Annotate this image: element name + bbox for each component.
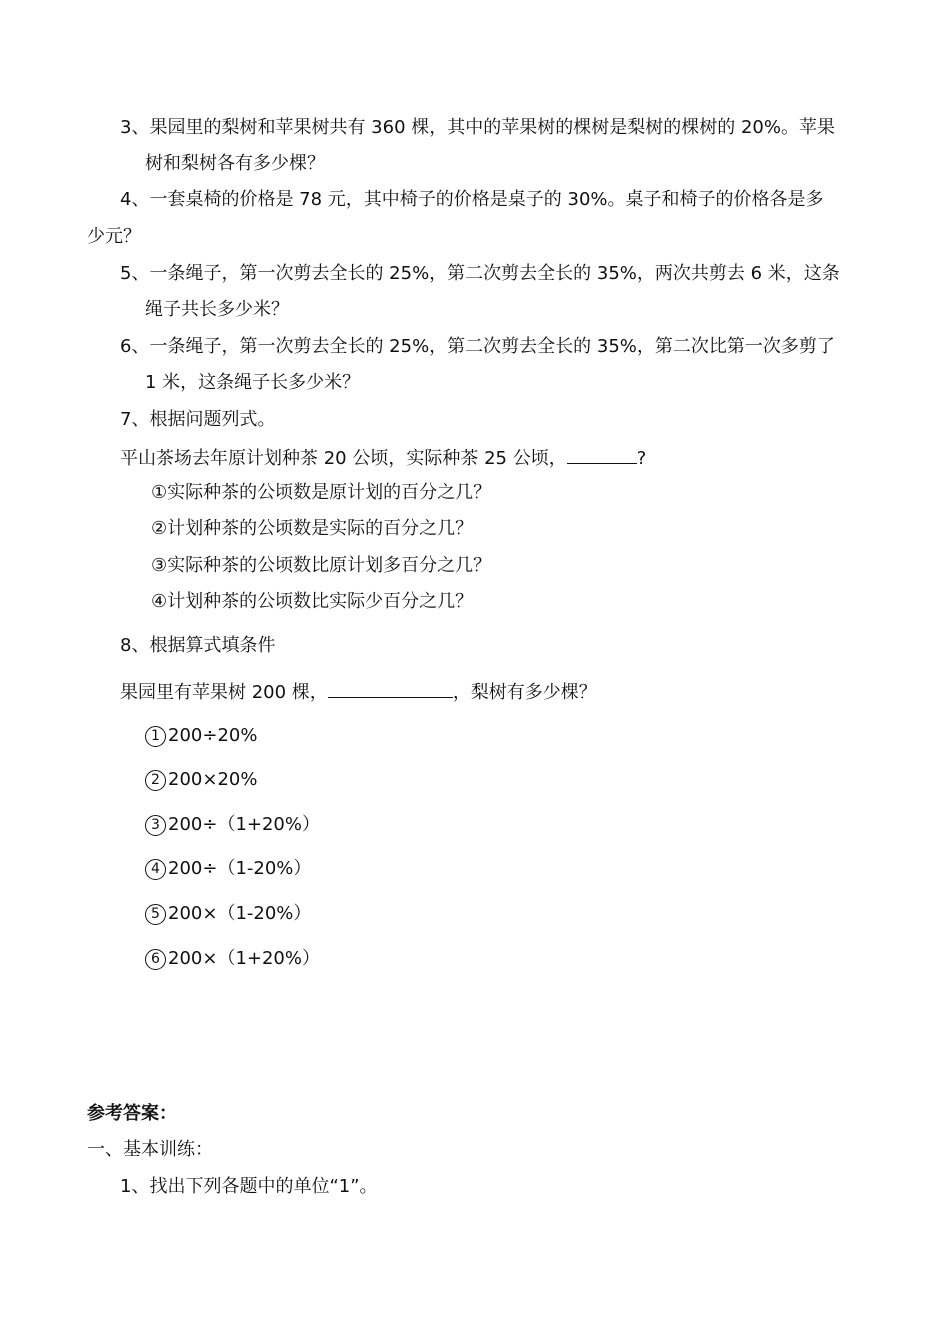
q8-stem [120,679,597,705]
q8-option-5 [145,902,311,926]
q8-option-expr: 200÷（1+20%） [168,814,320,835]
q7-option-2: ②计划种茶的公顷数是实际的百分之几？ [151,518,474,539]
q8-option-6 [145,947,320,971]
q8-option-1 [145,724,257,748]
circled-number: 3 [145,815,166,836]
q8-stem-text: 果园里有苹果树 200 棵， [120,682,328,703]
q8-stem-end: ，梨树有多少棵？ [452,682,597,703]
q3-line2: 树和梨树各有多少棵？ [145,153,325,174]
q7-option-1: ①实际种茶的公顷数是原计划的百分之几？ [151,482,492,503]
q8-option-2 [145,768,257,792]
q3-line1: 3、果园里的梨树和苹果树共有 360 棵，其中的苹果树的棵树是梨树的棵树的 20%。苹果 [120,117,835,138]
answers-section-title: 一、基本训练： [87,1139,213,1160]
q5-line2: 绳子共长多少米？ [145,299,289,320]
circled-number: 5 [145,904,166,925]
q8-option-expr: 200÷（1-20%） [168,858,312,879]
q8-option-expr: 200×（1-20%） [168,903,312,924]
q8-option-expr: 200×（1+20%） [168,948,320,969]
q5-line1: 5、一条绳子，第一次剪去全长的 25%，第二次剪去全长的 35%，两次共剪去 6 米，这条 [120,263,840,284]
circled-number: 2 [145,770,166,791]
answers-item-1: 1、找出下列各题中的单位“1”。 [120,1176,378,1197]
q4-line2: 少元？ [87,226,141,247]
q6-line1: 6、一条绳子，第一次剪去全长的 25%，第二次剪去全长的 35%，第二次比第一次多剪了 [120,336,835,357]
answers-heading: 参考答案： [87,1103,177,1124]
q7-stem-text: 平山茶场去年原计划种茶 20 公顷，实际种茶 25 公顷， [120,448,567,469]
q7-answer-blank[interactable] [567,445,637,464]
q8-answer-blank[interactable] [328,679,453,698]
q7-stem-end: ? [636,448,647,469]
q8-option-expr: 200×20% [168,769,258,790]
q8-option-expr: 200÷20% [168,725,258,746]
q6-line2: 1 米，这条绳子长多少米？ [145,372,361,393]
circled-number: 4 [145,859,166,880]
q7-stem [120,445,646,471]
q7-title: 7、根据问题列式。 [120,409,276,430]
q8-option-3 [145,813,320,837]
q8-option-4 [145,857,311,881]
q8-title: 8、根据算式填条件 [120,635,276,656]
q7-option-3: ③实际种茶的公顷数比原计划多百分之几？ [151,555,492,576]
q4-line1: 4、一套桌椅的价格是 78 元，其中椅子的价格是桌子的 30%。桌子和椅子的价格各是多 [120,189,824,210]
circled-number: 1 [145,726,166,747]
circled-number: 6 [145,949,166,970]
q7-option-4: ④计划种茶的公顷数比实际少百分之几？ [151,591,474,612]
